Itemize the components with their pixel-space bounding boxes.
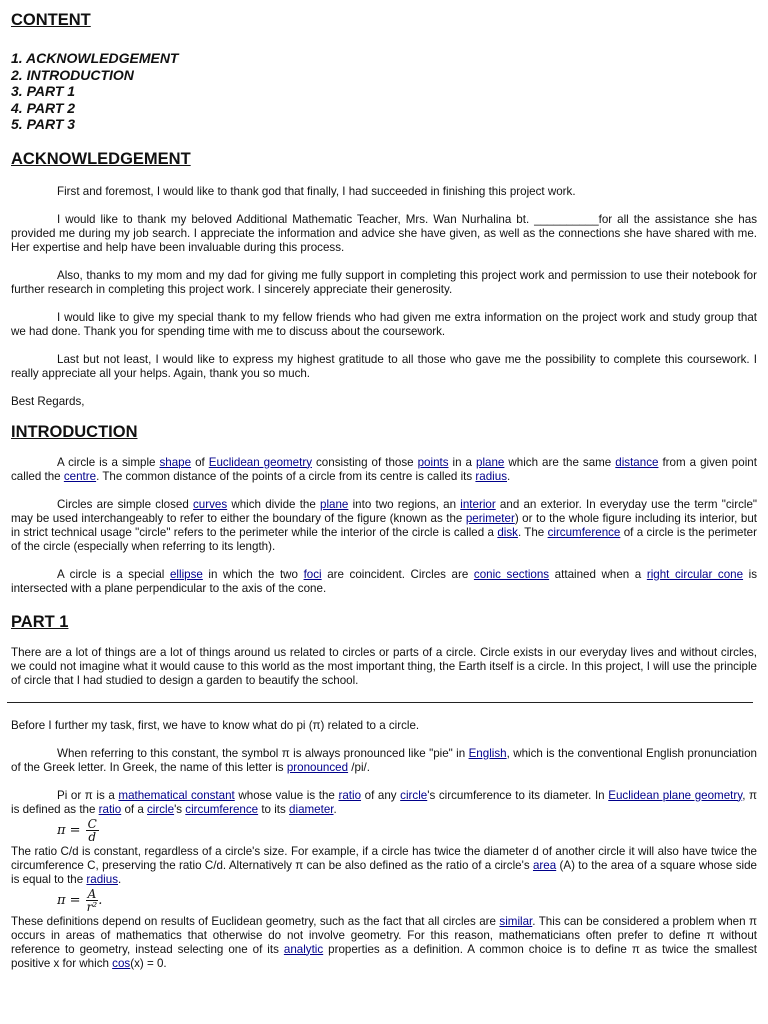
text-link[interactable]: right circular cone	[646, 567, 744, 581]
text-run: , π is defined as the	[11, 788, 758, 816]
text-run: . The	[517, 525, 548, 539]
text-run: (x) = 0.	[130, 956, 167, 970]
text-link[interactable]: circle	[400, 788, 428, 802]
ack-paragraph-5: Last but not least, I would like to express my highest gratitude to all those who gave me the possibility to complete this coursework. I really appreciate all your helps. Again, thank you so much.	[11, 352, 757, 380]
text-link[interactable]: disk	[497, 525, 518, 539]
text-run: of a circle is the perimeter of the circle (especially when referring to its length).	[11, 525, 757, 553]
denominator: d	[88, 830, 97, 844]
horizontal-rule	[7, 702, 753, 703]
toc-item: 4. PART 2	[11, 99, 76, 116]
text-link[interactable]: similar	[499, 914, 533, 928]
part1-paragraph-1: There are a lot of things are a lot of things around us related to circles or parts of a circle. Circle exists in our everyday lives and without circles, we could not imagine what it would cause to this world as the most important thing, the Earth itself is a circle. In this project, I will use the principle of circle that I had studied to design a garden to beautify the school.	[11, 645, 757, 687]
text-run: The ratio C/d is constant, regardless of a circle's size. For example, if a circle has twice the diameter d of another circle it will also have twice the circumference C, preserving the ratio C/d. Alternatively π can be also defined as the ratio of a circle's	[11, 844, 757, 872]
text-run: into two regions, an	[348, 497, 461, 511]
formula-lhs: π =	[57, 823, 81, 838]
text-run: When referring to this constant, the symbol π is always pronounced like "pie" in	[57, 746, 469, 760]
ack-paragraph-4: I would like to give my special thank to my fellow friends who had given me extra information on the project work and study group that we had done. Thank you for spending time with me to discuss about the coursework.	[11, 310, 757, 338]
content-heading: CONTENT	[11, 11, 91, 29]
text-run: which are the same	[504, 455, 616, 469]
text-link[interactable]: plane	[320, 497, 349, 511]
part1-paragraph-3	[11, 747, 757, 775]
text-run: properties as a definition. A common choice is to define π as twice the smallest positive x for which	[11, 942, 757, 970]
text-run: whose value is the	[234, 788, 339, 802]
text-run: .	[507, 469, 511, 483]
intro-paragraph-2	[11, 498, 757, 554]
text-run: These definitions depend on results of Euclidean geometry, such as the fact that all circles are	[11, 914, 500, 928]
numerator: C	[87, 817, 97, 831]
text-link[interactable]: radius	[86, 872, 118, 886]
formula-tail: .	[98, 893, 103, 908]
fraction	[86, 888, 99, 913]
text-run: .	[333, 802, 337, 816]
table-of-contents	[11, 50, 757, 133]
text-run: A circle is a special	[57, 567, 170, 581]
text-run: in a	[448, 455, 477, 469]
formula-lhs: π =	[57, 893, 81, 908]
text-run: .	[118, 872, 122, 886]
text-run: consisting of those	[312, 455, 418, 469]
text-link[interactable]: English	[468, 746, 507, 760]
ack-closing: Best Regards,	[11, 394, 85, 408]
text-run: 's circumference to its diameter. In	[427, 788, 609, 802]
text-link[interactable]: plane	[476, 455, 505, 469]
text-link[interactable]: conic sections	[473, 567, 550, 581]
text-link[interactable]: ellipse	[169, 567, 203, 581]
text-run: and an exterior. In everyday use the term "circle" may be used interchangeably to refer to either the boundary of the figure (known as the	[11, 497, 758, 525]
text-link[interactable]: shape	[159, 455, 192, 469]
ack-paragraph-3: Also, thanks to my mom and my dad for giving me fully support in completing this project work and permission to use their notebook for further research in completing this project work. I sincerely appreciate their generosity.	[11, 268, 757, 296]
text-link[interactable]: mathematical constant	[118, 788, 235, 802]
toc-item: 5. PART 3	[11, 116, 76, 132]
part1-heading: PART 1	[11, 612, 69, 631]
text-run: . This can be considered a problem when π occurs in areas of mathematics that otherwise do not involve geometry. For this reason, mathematicians often prefer to define π without reference to geometry, instead selecting one of its	[11, 914, 757, 956]
text-link[interactable]: points	[417, 455, 449, 469]
numerator: A	[87, 887, 97, 901]
text-run: Circles are simple closed	[57, 497, 193, 511]
text-run: are coincident. Circles are	[321, 567, 474, 581]
part1-paragraph-4	[11, 789, 757, 817]
ack-paragraph-2: I would like to thank my beloved Additional Mathematic Teacher, Mrs. Wan Nurhalina bt. __________for all the assistance she has provided me during my job search. I appreciate the information and advice she have given, as well as the connections she have shared with me. Her expertise and help have been invaluable during this process.	[11, 212, 757, 254]
fraction	[86, 818, 99, 843]
text-link[interactable]: pronounced	[286, 760, 349, 774]
text-link[interactable]: perimeter	[465, 511, 515, 525]
acknowledgement-heading: ACKNOWLEDGEMENT	[11, 149, 191, 168]
text-run: , which is the conventional English pronunciation of the Greek letter. In Greek, the name of this letter is	[11, 746, 757, 774]
text-link[interactable]: ratio	[98, 802, 122, 816]
text-run: is intersected with a plane perpendicular to the axis of the cone.	[11, 567, 758, 595]
introduction-heading: INTRODUCTION	[11, 422, 138, 441]
text-link[interactable]: analytic	[283, 942, 324, 956]
part1-paragraph-2: Before I further my task, first, we have to know what do pi (π) related to a circle.	[11, 718, 420, 732]
pi-formula-circumference	[57, 817, 757, 845]
text-run: /pi/.	[348, 760, 370, 774]
text-link[interactable]: Euclidean geometry	[208, 455, 312, 469]
ack-paragraph-1: First and foremost, I would like to thank god that finally, I had succeeded in finishing this project work.	[57, 184, 576, 198]
text-run: Pi or π is a	[57, 788, 119, 802]
text-run: to its	[258, 802, 290, 816]
text-run: of	[191, 455, 209, 469]
text-run: . The common distance of the points of a circle from its centre is called its	[96, 469, 476, 483]
part1-paragraph-5	[11, 845, 757, 887]
text-run: (A) to the area of a square whose side is equal to the	[11, 858, 757, 886]
text-run: of any	[361, 788, 401, 802]
intro-paragraph-3	[11, 568, 757, 596]
text-run: 's	[174, 802, 186, 816]
text-run: attained when a	[549, 567, 647, 581]
text-run: from a given point called the	[11, 455, 757, 483]
text-run: which divide the	[227, 497, 321, 511]
text-link[interactable]: circumference	[547, 525, 621, 539]
text-run: ) or to the whole figure including its interior, but in strict technical usage "circle" refers to the perimeter while the interior of the circle is called a	[11, 511, 758, 539]
text-link[interactable]: ratio	[338, 788, 362, 802]
text-run: of a	[121, 802, 147, 816]
text-run: A circle is a simple	[57, 455, 160, 469]
denominator: r²	[86, 900, 98, 914]
intro-paragraph-1	[11, 456, 757, 484]
text-link[interactable]: centre	[63, 469, 97, 483]
text-link[interactable]: diameter	[289, 802, 334, 816]
text-link[interactable]: Euclidean plane geometry	[608, 788, 743, 802]
text-link[interactable]: area	[532, 858, 557, 872]
toc-item: 3. PART 1	[11, 83, 76, 99]
text-link[interactable]: radius	[475, 469, 507, 483]
text-link[interactable]: circle	[147, 802, 175, 816]
part1-paragraph-6	[11, 915, 757, 971]
text-link[interactable]: distance	[615, 455, 659, 469]
text-link[interactable]: cos	[112, 956, 131, 970]
text-link[interactable]: foci	[303, 567, 322, 581]
pi-formula-area	[57, 887, 757, 915]
toc-item: 2. INTRODUCTION	[11, 66, 134, 83]
text-link[interactable]: curves	[193, 497, 228, 511]
text-link[interactable]: circumference	[185, 802, 259, 816]
text-link[interactable]: interior	[460, 497, 496, 511]
text-run: in which the two	[202, 567, 304, 581]
toc-item: 1. ACKNOWLEDGEMENT	[11, 50, 179, 66]
